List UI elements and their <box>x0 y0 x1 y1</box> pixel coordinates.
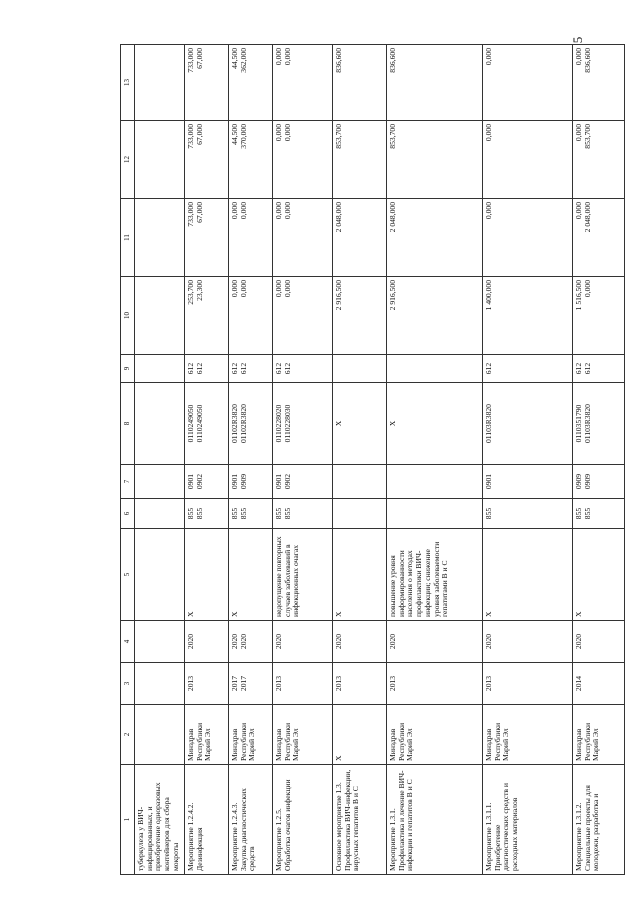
header-row <box>121 45 135 875</box>
column-header-2: 2 <box>121 705 135 765</box>
table-cell-col1: Мероприятие 1.3.1.1. Приобретение диагностических средств и расходных материалов <box>483 765 573 875</box>
table-cell-col7: 0909 0909 <box>573 465 625 499</box>
table-cell-col3 <box>135 663 185 705</box>
column-header-8: 8 <box>121 383 135 465</box>
table-cell-col12: 733,000 67,000 <box>185 121 229 199</box>
table-cell-col3: 2017 2017 <box>229 663 273 705</box>
table-cell-col9: 612 612 <box>185 355 229 383</box>
table-cell-col11: 0,000 2 048,000 <box>573 199 625 277</box>
table-cell-col12: 44,500 370,000 <box>229 121 273 199</box>
table-cell-col12: 853,700 <box>333 121 387 199</box>
column-header-4: 4 <box>121 621 135 663</box>
table-cell-col5: Х <box>333 529 387 621</box>
table-cell-col13: 0,000 0,000 <box>273 45 333 121</box>
table-cell-col5: Х <box>185 529 229 621</box>
table-cell-col4: 2020 <box>483 621 573 663</box>
table-row <box>229 45 273 875</box>
table-cell-col7: 0901 0909 <box>229 465 273 499</box>
table-cell-col7: 0901 <box>483 465 573 499</box>
table-cell-col10: 253,700 23,300 <box>185 277 229 355</box>
table-cell-col11: 2 048,000 <box>333 199 387 277</box>
table-stage <box>120 45 640 871</box>
column-header-12: 12 <box>121 121 135 199</box>
table-cell-col6: 855 855 <box>185 499 229 529</box>
table-cell-col6 <box>135 499 185 529</box>
column-header-9: 9 <box>121 355 135 383</box>
table-cell-col12: 0,000 0,000 <box>273 121 333 199</box>
table-cell-col2: Минздрав Республики Марий Эл <box>573 705 625 765</box>
table-cell-col7 <box>333 465 387 499</box>
table-cell-col4: 2020 <box>185 621 229 663</box>
table-cell-col2: Минздрав Республики Марий Эл <box>273 705 333 765</box>
table-cell-col13 <box>135 45 185 121</box>
table-cell-col13: 733,000 67,000 <box>185 45 229 121</box>
table-cell-col8 <box>135 383 185 465</box>
table-cell-col3: 2013 <box>387 663 483 705</box>
table-cell-col6: 855 855 <box>273 499 333 529</box>
table-cell-col10: 0,000 0,000 <box>273 277 333 355</box>
program-table <box>120 44 625 875</box>
table-cell-col9: 612 <box>483 355 573 383</box>
table-cell-col8: Х <box>387 383 483 465</box>
table-cell-col1: Мероприятие 1.2.4.2. Дезинфекция <box>185 765 229 875</box>
table-cell-col8: 0110249050 0110249050 <box>185 383 229 465</box>
table-cell-col11: 0,000 0,000 <box>273 199 333 277</box>
column-header-6: 6 <box>121 499 135 529</box>
table-cell-col2 <box>135 705 185 765</box>
table-cell-col6: 855 855 <box>573 499 625 529</box>
table-cell-col2: Минздрав Республики Марий Эл <box>483 705 573 765</box>
table-cell-col13: 836,600 <box>387 45 483 121</box>
table-cell-col5: Х <box>573 529 625 621</box>
table-cell-col9: 612 612 <box>273 355 333 383</box>
column-header-5: 5 <box>121 529 135 621</box>
table-cell-col11: 0,000 <box>483 199 573 277</box>
table-cell-col12: 0,000 <box>483 121 573 199</box>
column-header-3: 3 <box>121 663 135 705</box>
table-cell-col1: туберкулеза у ВИЧ-инфицированных, и приобретение одноразовых контейнеров для сбора мокроты <box>135 765 185 875</box>
table-cell-col12: 0,000 853,700 <box>573 121 625 199</box>
table-cell-col5: Х <box>483 529 573 621</box>
table-cell-col7 <box>135 465 185 499</box>
table-cell-col8: 01102R3820 01102R3820 <box>229 383 273 465</box>
table-cell-col9 <box>387 355 483 383</box>
column-header-1: 1 <box>121 765 135 875</box>
table-row <box>573 45 625 875</box>
table-cell-col4: 2020 <box>387 621 483 663</box>
table-cell-col3: 2014 <box>573 663 625 705</box>
table-cell-col7 <box>387 465 483 499</box>
table-cell-col13: 0,000 <box>483 45 573 121</box>
table-cell-col8: Х <box>333 383 387 465</box>
table-cell-col8: 01103R3820 <box>483 383 573 465</box>
table-cell-col1: Основное мероприятие 1.3. Профилактика ВИЧ-инфекции, вирусных гепатитов В и С <box>333 765 387 875</box>
table-cell-col10: 1 400,000 <box>483 277 573 355</box>
table-cell-col10: 2 916,500 <box>333 277 387 355</box>
table-cell-col2: Минздрав Республики Марий Эл <box>185 705 229 765</box>
table-cell-col9: 612 612 <box>573 355 625 383</box>
table-cell-col6: 855 <box>483 499 573 529</box>
table-row <box>333 45 387 875</box>
table-cell-col10: 0,000 0,000 <box>229 277 273 355</box>
table-cell-col13: 836,600 <box>333 45 387 121</box>
table-cell-col12 <box>135 121 185 199</box>
table-cell-col1: Мероприятие 1.2.5. Обработка очагов инфекции <box>273 765 333 875</box>
table-cell-col4: 2020 2020 <box>229 621 273 663</box>
rotated-table-wrapper <box>120 45 640 875</box>
table-cell-col7: 0901 0902 <box>273 465 333 499</box>
column-header-13: 13 <box>121 45 135 121</box>
table-cell-col10: 2 916,500 <box>387 277 483 355</box>
table-cell-col7: 0901 0902 <box>185 465 229 499</box>
table-cell-col13: 44,500 362,000 <box>229 45 273 121</box>
table-cell-col13: 0,000 836,600 <box>573 45 625 121</box>
column-header-7: 7 <box>121 465 135 499</box>
table-cell-col6: 855 855 <box>229 499 273 529</box>
table-cell-col1: Мероприятие 1.3.1. Профилактика и лечение ВИЧ-инфекции и гепатитов В и С <box>387 765 483 875</box>
table-cell-col6 <box>387 499 483 529</box>
table-row <box>185 45 229 875</box>
table-cell-col5: недопущение повторных случаев заболеваний в инфекционных очагах <box>273 529 333 621</box>
table-row <box>483 45 573 875</box>
table-cell-col3: 2013 <box>273 663 333 705</box>
table-cell-col5: Х <box>229 529 273 621</box>
table-cell-col3: 2013 <box>185 663 229 705</box>
table-cell-col2: Минздрав Республики Марий Эл <box>229 705 273 765</box>
column-header-10: 10 <box>121 277 135 355</box>
table-cell-col4 <box>135 621 185 663</box>
table-cell-col9 <box>333 355 387 383</box>
table-cell-col11: 2 048,000 <box>387 199 483 277</box>
page-number: 5 <box>570 36 585 44</box>
table-cell-col4: 2020 <box>273 621 333 663</box>
table-cell-col2: Х <box>333 705 387 765</box>
table-cell-col4: 2020 <box>573 621 625 663</box>
table-cell-col11 <box>135 199 185 277</box>
table-cell-col10 <box>135 277 185 355</box>
table-cell-col9 <box>135 355 185 383</box>
table-cell-col9: 612 612 <box>229 355 273 383</box>
table-cell-col10: 1 516,500 0,000 <box>573 277 625 355</box>
table-cell-col1: Мероприятие 1.2.4.3. Закупка диагностических средств <box>229 765 273 875</box>
table-cell-col3: 2013 <box>333 663 387 705</box>
table-cell-col1: Мероприятие 1.3.1.2. Специальные проекты для молодежи, разработка и <box>573 765 625 875</box>
table-cell-col5: повышение уровня информированности населения о методах профилактики ВИЧ-инфекции; снижение уровня заболеваемости гепатитами В и С <box>387 529 483 621</box>
table-cell-col8: 0110228020 0110228030 <box>273 383 333 465</box>
table-cell-col11: 0,000 0,000 <box>229 199 273 277</box>
column-header-11: 11 <box>121 199 135 277</box>
table-cell-col6 <box>333 499 387 529</box>
table-cell-col4: 2020 <box>333 621 387 663</box>
table-cell-col8: 0110351790 01103R3820 <box>573 383 625 465</box>
table-row <box>387 45 483 875</box>
table-cell-col12: 853,700 <box>387 121 483 199</box>
table-cell-col2: Минздрав Республики Марий Эл <box>387 705 483 765</box>
table-body <box>135 45 625 875</box>
table-cell-col5 <box>135 529 185 621</box>
table-cell-col11: 733,000 67,000 <box>185 199 229 277</box>
table-cell-col3: 2013 <box>483 663 573 705</box>
table-row <box>135 45 185 875</box>
table-row <box>273 45 333 875</box>
